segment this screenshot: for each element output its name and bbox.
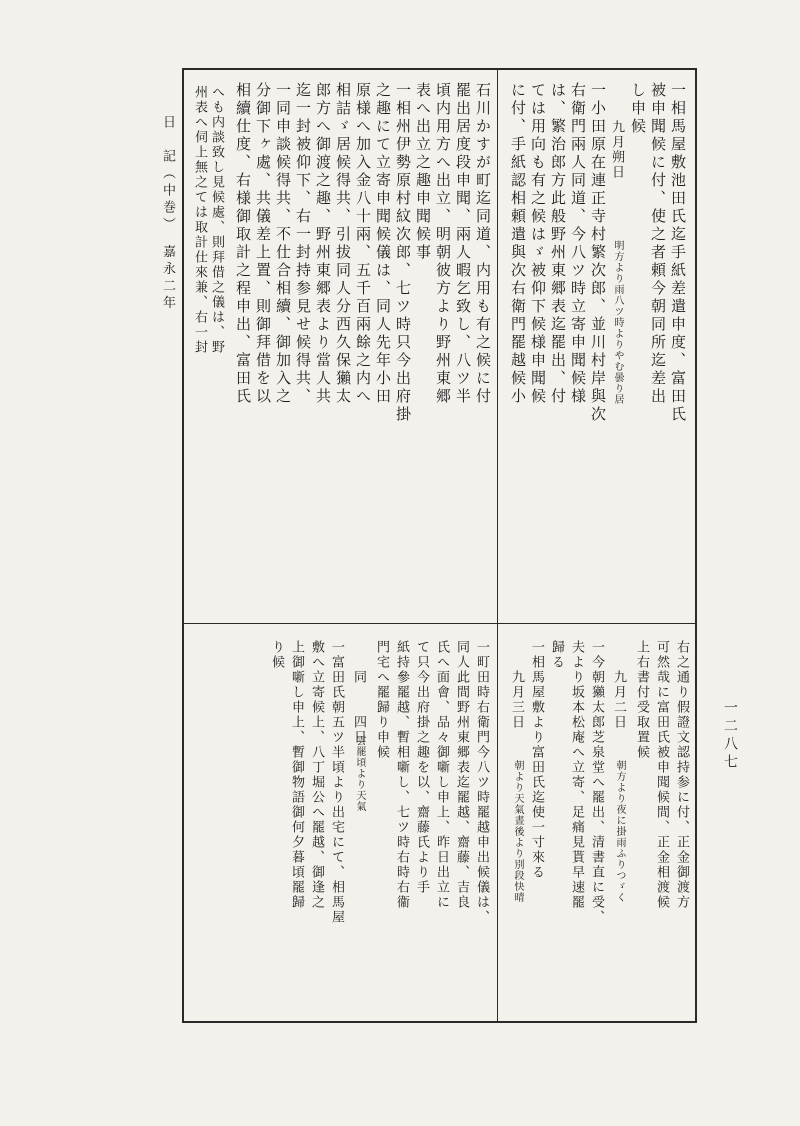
text-line: 一小田原在連正寺村繁次郎、並川村岸與次 bbox=[589, 82, 607, 424]
text-line: 一今朝獺太郎芝泉堂へ罷出、清書直に受、 bbox=[589, 640, 604, 925]
text-line: 罷出居度段申聞、兩人暇乞致し、八ツ半 bbox=[454, 82, 472, 406]
text-line: 之趣にて立寄申聞候儀は、同人先年小田 bbox=[374, 82, 392, 406]
text-line: 右之通り假證文認持参に付、正金御渡方 bbox=[674, 640, 689, 910]
text-line: 分御下ヶ處、共儀差上置、則御拜借を以 bbox=[254, 82, 272, 406]
margin-page-number: 一二八七 bbox=[722, 700, 738, 772]
text-line: 被申聞候に付、使之者頼今朝同所迄差出 bbox=[649, 82, 667, 406]
weather-note: 明方より雨八ツ時よりやむ曇り居 bbox=[612, 240, 623, 405]
text-line: 氏へ面會、品々御噺し申上、昨日出立に bbox=[434, 640, 449, 910]
text-line: 一同申談候得共、不仕合相續、御加入之 bbox=[274, 82, 292, 406]
text-line: は、繁治郎方此般野州東郷表迄罷出、付 bbox=[549, 82, 567, 406]
horizontal-divider bbox=[182, 623, 697, 624]
text-line: 同人此間野州東郷表迄罷越、齋藤、吉良 bbox=[454, 640, 469, 910]
text-line: 頃内用方へ出立、明朝彼方より野州東郷 bbox=[434, 82, 452, 406]
text-line: て只今出府掛之趣を以、齋藤氏より手 bbox=[414, 640, 429, 895]
text-line: 一相州伊勢原村紋次郎、七ツ時只今出府掛 bbox=[394, 82, 412, 424]
text-line: 一富田氏朝五ツ半頃より出宅にて、相馬屋 bbox=[329, 640, 344, 925]
vertical-divider-lower bbox=[497, 623, 498, 1023]
text-line: 敷へ立寄候上、八丁堀公へ罷越、御逢之 bbox=[309, 640, 324, 910]
text-line: 同 四日 bbox=[351, 670, 366, 745]
text-line: 相續仕度、右様御取計之程申出、富田氏 bbox=[234, 82, 252, 406]
text-line: し申候 bbox=[629, 82, 647, 136]
text-line: り候 bbox=[269, 640, 284, 670]
text-line: 上御噺し申上、暫御物語御何夕暮頃罷歸 bbox=[289, 640, 304, 910]
text-line: ては用向も有之候はゞ被仰下候様申聞候 bbox=[529, 82, 547, 406]
weather-note: 朝より天氣晝後より別段快晴 bbox=[512, 760, 523, 903]
text-line: 夫より坂本松庵へ立寄、足痛見貰早速罷 bbox=[569, 640, 584, 910]
text-line: 一相馬屋敷池田氏迄手紙差遣申度、富田氏 bbox=[669, 82, 687, 424]
text-line: 上右書付受取置候 bbox=[634, 640, 649, 760]
text-line: 九月三日 bbox=[509, 670, 524, 730]
text-line: 郎方へ御渡之趣、野州東郷表より當人共 bbox=[314, 82, 332, 406]
text-line: へも内談致し見候處、則拜借之儀は、野 bbox=[209, 85, 224, 355]
margin-title: 日 記（中巻） 嘉永二年 bbox=[160, 115, 175, 313]
text-line: に付、手紙認相頼遣與次右衛門罷越候小 bbox=[509, 82, 527, 406]
text-line: 原様へ加入金八十兩、五千百兩餘之内へ bbox=[354, 82, 372, 406]
text-line: 表へ出立之趣申聞候事 bbox=[414, 82, 432, 262]
text-line: 相詰ゞ居候得共、引拔同人分西久保獺太 bbox=[334, 82, 352, 406]
text-line: 州表へ伺上無之ては取計仕來兼、右一封 bbox=[192, 85, 207, 355]
text-line: 九月二日 bbox=[611, 670, 626, 730]
text-line: 九月朔日 bbox=[609, 120, 624, 180]
text-line: 紙持參罷越、暫相噺し、七ツ時右時右衞 bbox=[394, 640, 409, 910]
weather-note: 雲罷頃より天氣 bbox=[354, 735, 365, 812]
text-line: 歸る bbox=[549, 640, 564, 670]
vertical-divider-upper bbox=[497, 68, 498, 623]
weather-note: 朝方より夜に掛雨ふりつゞく bbox=[614, 760, 625, 903]
text-line: 石川かすが町迄同道、内用も有之候に付 bbox=[474, 82, 492, 406]
text-line: 迄一封被仰下、右一封持参見せ候得共、 bbox=[294, 82, 312, 406]
text-line: 可然哉に富田氏被申聞候間、正金相渡候 bbox=[654, 640, 669, 910]
text-line: 門宅へ罷歸り申候 bbox=[374, 640, 389, 760]
text-line: 一相馬屋敷より富田氏迄使一寸來る bbox=[529, 640, 544, 880]
text-line: 一町田時右衛門今八ツ時罷越申出候儀は、 bbox=[474, 640, 489, 925]
text-line: 右衛門兩人同道、今八ツ時立寄申聞候様 bbox=[569, 82, 587, 406]
